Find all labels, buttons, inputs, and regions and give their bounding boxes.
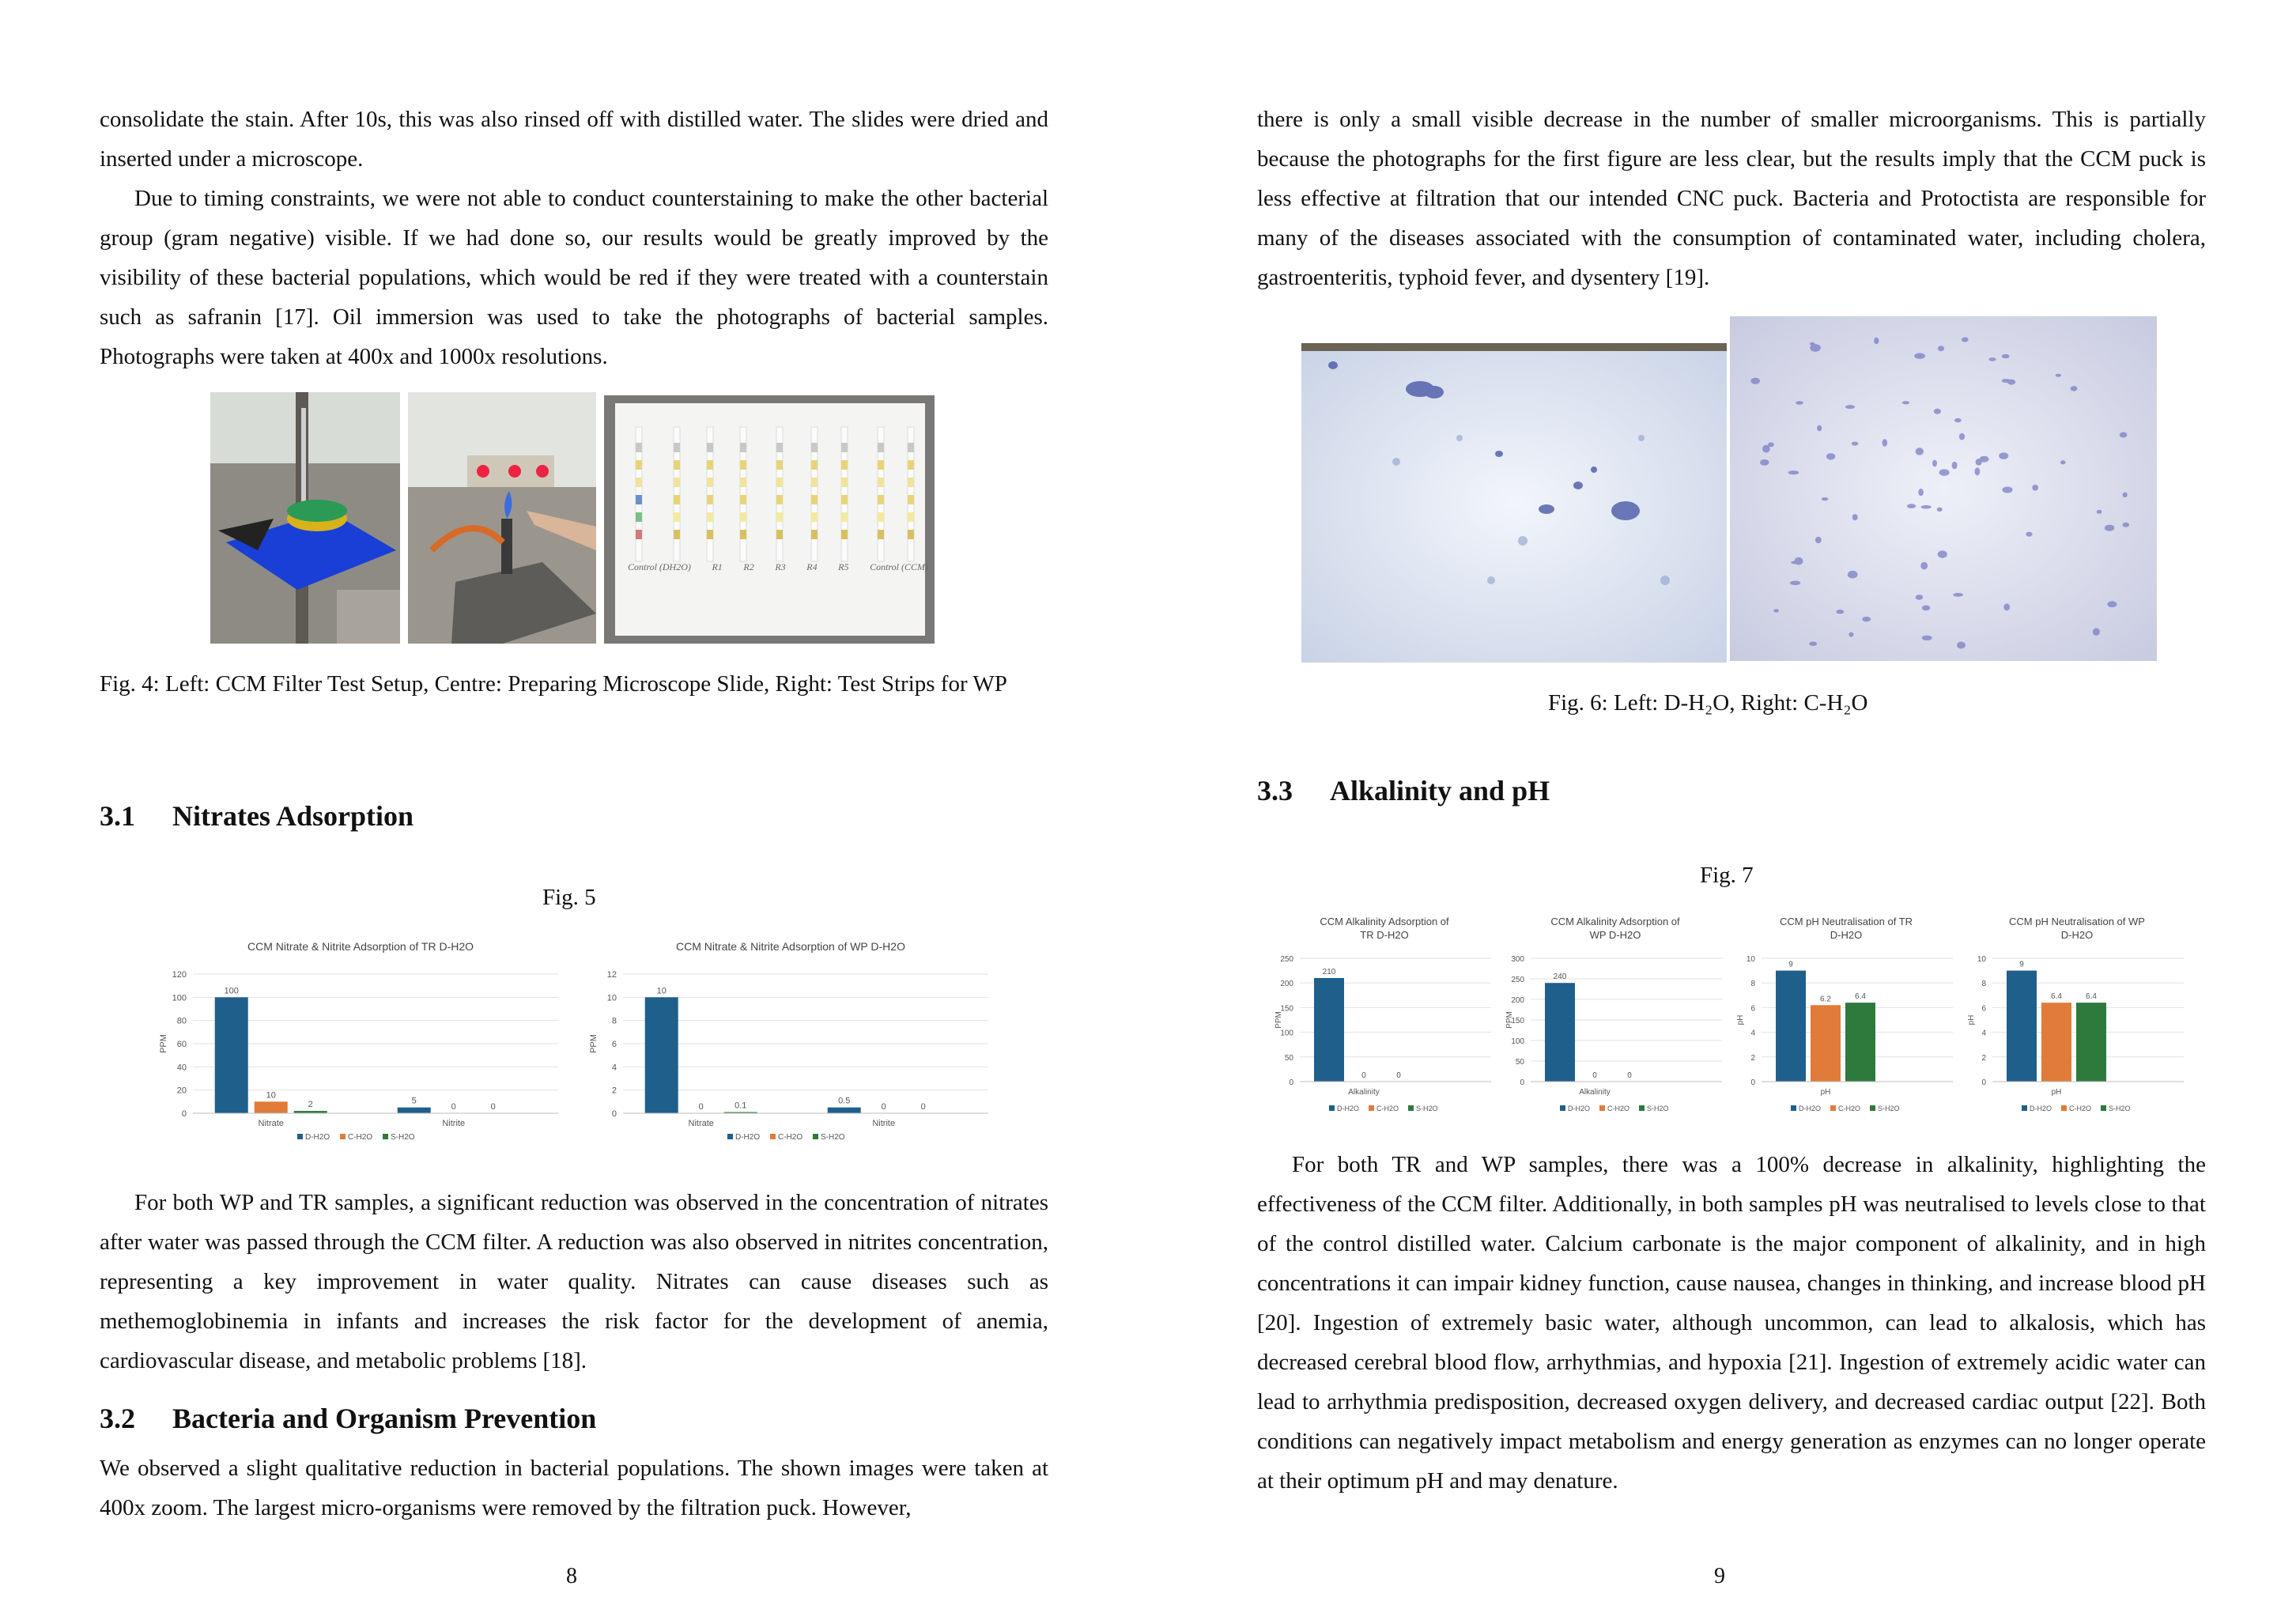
bar	[1776, 971, 1806, 1082]
legend-label: D-H2O	[1337, 1105, 1360, 1112]
data-label: 9	[1788, 960, 1793, 969]
fig6-caption: Fig. 6: Left: D-H₂O, Right: C-H₂O	[1548, 690, 1868, 716]
y-tick-label: 4	[1981, 1029, 1986, 1038]
section-heading	[1257, 773, 1550, 808]
chart-alkalinity-wp	[1501, 909, 1730, 1121]
data-label: 0	[1396, 1071, 1401, 1080]
bar	[1811, 1005, 1841, 1082]
paragraph-text: consolidate the stain. After 10s, this was also rinsed off with distilled water. The slides were dried and inserted under a microscope.	[100, 107, 1048, 172]
data-label: 6.4	[1855, 992, 1866, 1002]
micrograph-c-h2o	[1730, 316, 2157, 661]
paragraph-text: For both WP and TR samples, a significant reduction was observed in the concentration of nitrates after water was passed through the CCM filter. A reduction was also observed in nitrites concentration, representing a key improvement in water quality. Nitrates can cause diseases such as methemoglobinemia in infants and increases the risk factor for the development of anemia, cardiovascular disease, and metabolic problems [18].	[100, 1190, 1048, 1373]
y-axis-label: PPM	[159, 1034, 168, 1053]
legend-label: C-H2O	[2069, 1105, 2092, 1112]
bar	[828, 1108, 861, 1113]
page-9	[1148, 0, 2296, 1624]
chart-title: D-H2O	[1830, 929, 1863, 941]
y-tick-label: 50	[1515, 1058, 1524, 1067]
y-tick-label: 6	[1981, 1004, 1986, 1014]
paragraph-stain	[100, 100, 1048, 376]
y-tick-label: 0	[611, 1109, 617, 1119]
chart-alkalinity-tr	[1270, 909, 1499, 1121]
photo-filter-setup	[210, 392, 400, 644]
paragraph-alkalinity	[1257, 1145, 2206, 1501]
y-tick-label: 250	[1511, 976, 1524, 984]
y-tick-label: 2	[611, 1086, 617, 1096]
y-tick-label: 8	[611, 1016, 617, 1026]
strip-label: R4	[806, 561, 818, 572]
bar	[2041, 1003, 2071, 1082]
strip-label: Control (DH2O)	[628, 561, 691, 572]
y-axis-label: PPM	[1275, 1011, 1283, 1029]
legend-swatch	[813, 1134, 818, 1139]
data-label: 0.1	[734, 1101, 747, 1111]
y-tick-label: 50	[1284, 1053, 1293, 1063]
y-tick-label: 6	[1750, 1004, 1755, 1014]
x-tick-label: Alkalinity	[1579, 1088, 1611, 1097]
data-label: 100	[224, 986, 239, 996]
y-tick-label: 12	[606, 970, 617, 980]
y-tick-label: 0	[1520, 1078, 1524, 1087]
chart-nitrate-tr	[155, 935, 566, 1150]
legend-label: D-H2O	[305, 1133, 330, 1142]
y-tick-label: 2	[1981, 1053, 1986, 1063]
legend-label: S-H2O	[391, 1133, 415, 1142]
y-tick-label: 150	[1511, 1017, 1524, 1025]
page-number: 8	[566, 1564, 577, 1588]
legend-swatch	[340, 1134, 346, 1139]
chart-title: TR D-H2O	[1360, 929, 1409, 941]
data-label: 6.4	[2051, 992, 2062, 1002]
strip-label: R1	[712, 561, 723, 572]
y-tick-label: 10	[1746, 955, 1755, 964]
data-label: 0	[920, 1102, 926, 1112]
data-label: 0	[1592, 1071, 1597, 1080]
paragraph-microorganisms	[1257, 100, 2206, 297]
y-tick-label: 0	[1981, 1078, 1986, 1087]
legend-swatch	[1329, 1105, 1335, 1111]
chart-title: CCM Alkalinity Adsorption of	[1320, 916, 1449, 927]
x-tick-label: Nitrate	[688, 1119, 714, 1128]
data-label: 0	[1627, 1071, 1632, 1080]
bar	[2007, 971, 2037, 1082]
y-axis-label: PPM	[1505, 1011, 1514, 1029]
section-title: Alkalinity and pH	[1330, 775, 1550, 806]
strip-label: R2	[743, 561, 754, 572]
x-tick-label: Nitrite	[872, 1119, 896, 1128]
y-tick-label: 10	[606, 993, 617, 1003]
y-tick-label: 0	[1289, 1078, 1293, 1087]
y-axis-label: PPM	[589, 1034, 599, 1053]
x-tick-label: pH	[1820, 1088, 1831, 1097]
legend-swatch	[297, 1134, 303, 1139]
y-tick-label: 100	[172, 993, 187, 1003]
data-label: 0	[490, 1102, 496, 1112]
section-title: Nitrates Adsorption	[172, 800, 414, 832]
y-axis-label: pH	[1736, 1014, 1745, 1025]
y-tick-label: 80	[176, 1016, 187, 1026]
y-tick-label: 200	[1511, 996, 1524, 1005]
photo-preparing-slide	[408, 392, 596, 644]
chart-ph-wp	[1962, 909, 2192, 1121]
legend-swatch	[770, 1134, 776, 1139]
legend-swatch	[1870, 1105, 1875, 1111]
chart-ph-tr	[1731, 909, 1961, 1121]
y-tick-label: 8	[1750, 980, 1755, 989]
bar	[398, 1108, 431, 1113]
legend-label: S-H2O	[1878, 1105, 1900, 1112]
y-axis-label: pH	[1967, 1014, 1976, 1025]
x-tick-label: Alkalinity	[1348, 1088, 1380, 1097]
y-tick-label: 6	[611, 1040, 617, 1049]
legend-label: S-H2O	[1647, 1105, 1669, 1112]
paragraph-nitrates	[100, 1183, 1048, 1380]
chart-nitrate-wp	[585, 935, 996, 1150]
data-label: 240	[1553, 973, 1567, 982]
legend-swatch	[2022, 1105, 2027, 1111]
legend-swatch	[1369, 1105, 1374, 1111]
fig5-label: Fig. 5	[542, 885, 596, 910]
data-label: 0	[881, 1102, 886, 1112]
chart-title: CCM Nitrate & Nitrite Adsorption of WP D-H2O	[676, 940, 905, 953]
y-tick-label: 100	[1280, 1029, 1293, 1038]
x-tick-label: Nitrite	[442, 1119, 466, 1128]
section-heading	[100, 1401, 596, 1436]
legend-label: C-H2O	[1838, 1105, 1861, 1112]
data-label: 0.5	[838, 1096, 851, 1106]
legend-swatch	[727, 1134, 733, 1139]
legend-swatch	[1639, 1105, 1645, 1111]
data-label: 0	[698, 1102, 704, 1112]
y-tick-label: 250	[1280, 955, 1293, 964]
data-label: 9	[2019, 960, 2024, 969]
bar	[255, 1101, 288, 1113]
photo-test-strips	[604, 395, 935, 644]
strip-label: R5	[838, 561, 849, 572]
legend-swatch	[2061, 1105, 2067, 1111]
y-tick-label: 0	[1750, 1078, 1755, 1087]
data-label: 2	[308, 1100, 313, 1110]
section-number: 3.2	[100, 1403, 135, 1434]
legend-label: S-H2O	[2109, 1105, 2131, 1112]
data-label: 210	[1322, 967, 1336, 976]
paragraph-text: We observed a slight qualitative reduction in bacterial populations. The shown images were taken at 400x zoom. The largest micro-organisms were removed by the filtration puck. However,	[100, 1456, 1048, 1520]
y-tick-label: 0	[181, 1109, 187, 1119]
bar	[645, 997, 678, 1113]
paragraph-counterstaining: Due to timing constraints, we were not able to conduct counterstaining to make the other bacterial group (gram negative) visible. If we had done so, our results would be greatly improved by the visibility of these bacterial populations, which would be red if they were treated with a counterstain such as safranin [17]. Oil immersion was used to take the photographs of bacterial samples. Photographs were taken at 400x and 1000x resolutions.	[100, 186, 1048, 369]
chart-title: CCM pH Neutralisation of WP	[2009, 916, 2145, 927]
y-tick-label: 10	[1977, 955, 1986, 964]
bar	[2076, 1003, 2106, 1082]
y-tick-label: 100	[1511, 1037, 1524, 1046]
paragraph-text: there is only a small visible decrease in the number of smaller microorganisms. This is partially because the photographs for the first figure are less clear, but the results imply that the CCM puck is less effective at filtration that our intended CNC puck. Bacteria and Protoctista are responsible for many of the diseases associated with the consumption of contaminated water, including cholera, gastroenteritis, typhoid fever, and dysentery [19].	[1257, 107, 2206, 290]
chart-title: CCM Nitrate & Nitrite Adsorption of TR D-H2O	[247, 940, 474, 953]
legend-label: D-H2O	[735, 1133, 761, 1142]
paragraph-bacteria	[100, 1448, 1048, 1528]
section-title: Bacteria and Organism Prevention	[172, 1403, 597, 1434]
legend-label: D-H2O	[2030, 1105, 2052, 1112]
legend-label: C-H2O	[1376, 1105, 1399, 1112]
strip-label: R3	[775, 561, 786, 572]
x-tick-label: Nitrate	[258, 1119, 284, 1128]
chart-title: WP D-H2O	[1589, 929, 1641, 941]
legend-label: D-H2O	[1568, 1105, 1591, 1112]
section-number: 3.1	[100, 800, 135, 832]
y-tick-label: 300	[1511, 955, 1524, 964]
page-number: 9	[1714, 1564, 1725, 1588]
bar	[215, 997, 248, 1113]
x-tick-label: pH	[2051, 1088, 2062, 1097]
chart-title: D-H2O	[2060, 929, 2094, 941]
legend-label: S-H2O	[1416, 1105, 1438, 1112]
legend-label: S-H2O	[821, 1133, 845, 1142]
legend-swatch	[1791, 1105, 1796, 1111]
legend-label: C-H2O	[348, 1133, 373, 1142]
figure-caption	[100, 664, 1048, 704]
legend-swatch	[1830, 1105, 1836, 1111]
legend-swatch	[1408, 1105, 1414, 1111]
strip-label: Control (CCM)	[870, 561, 928, 572]
chart-title: CCM pH Neutralisation of TR	[1779, 916, 1913, 927]
y-tick-label: 60	[176, 1040, 187, 1049]
legend-label: C-H2O	[778, 1133, 803, 1142]
y-tick-label: 200	[1280, 980, 1293, 989]
fig7-label: Fig. 7	[1700, 863, 1754, 888]
data-label: 0	[451, 1102, 456, 1112]
y-tick-label: 4	[611, 1063, 617, 1073]
legend-swatch	[383, 1134, 388, 1139]
legend-swatch	[1599, 1105, 1605, 1111]
data-label: 10	[656, 986, 667, 996]
data-label: 6.4	[2086, 992, 2097, 1002]
data-label: 0	[1361, 1071, 1366, 1080]
y-tick-label: 8	[1981, 980, 1986, 989]
bar	[1845, 1003, 1875, 1082]
data-label: 10	[266, 1090, 276, 1101]
y-tick-label: 40	[176, 1063, 187, 1073]
data-label: 6.2	[1820, 995, 1831, 1004]
y-tick-label: 2	[1750, 1053, 1755, 1063]
bar	[1545, 983, 1575, 1082]
fig4-caption: Fig. 4: Left: CCM Filter Test Setup, Centre: Preparing Microscope Slide, Right: Test Strips for WP	[100, 671, 1007, 697]
data-label: 5	[411, 1096, 417, 1106]
legend-label: D-H2O	[1799, 1105, 1822, 1112]
chart-title: CCM Alkalinity Adsorption of	[1550, 916, 1680, 927]
legend-swatch	[2101, 1105, 2106, 1111]
paragraph-text: For both TR and WP samples, there was a 100% decrease in alkalinity, highlighting the effectiveness of the CCM filter. Additionally, in both samples pH was neutralised to levels close to that of the control distilled water. Calcium carbonate is the major component of alkalinity, and in high concentrations it can impair kidney function, cause nausea, changes in thinking, and increase blood pH [20]. Ingestion of extremely basic water, although uncommon, can lead to alkalosis, which has decreased cerebral blood flow, arrhythmias, and hypoxia [21]. Ingestion of extremely acidic water can lead to arrhythmia predisposition, decreased oxygen delivery, and decreased cardiac output [22]. Both conditions can negatively impact metabolism and energy generation as enzymes can no longer operate at their optimum pH and may denature.	[1257, 1152, 2206, 1494]
bar	[1314, 978, 1344, 1082]
y-tick-label: 20	[176, 1086, 187, 1096]
section-heading	[100, 799, 414, 833]
legend-swatch	[1560, 1105, 1565, 1111]
section-number: 3.3	[1257, 775, 1293, 806]
y-tick-label: 150	[1280, 1004, 1293, 1014]
legend-label: C-H2O	[1607, 1105, 1630, 1112]
y-tick-label: 120	[172, 970, 187, 980]
micrograph-d-h2o	[1301, 343, 1727, 663]
y-tick-label: 4	[1750, 1029, 1755, 1038]
